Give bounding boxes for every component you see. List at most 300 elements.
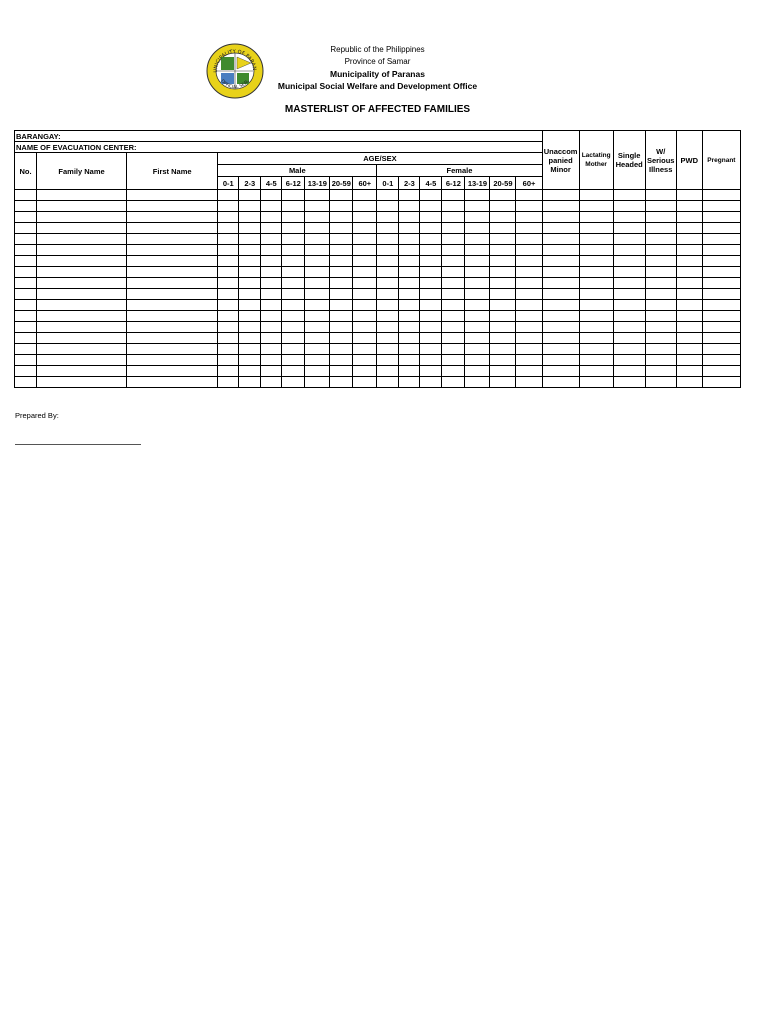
table-cell[interactable] — [490, 344, 516, 355]
table-cell[interactable] — [377, 278, 399, 289]
table-cell[interactable] — [353, 289, 377, 300]
table-cell[interactable] — [613, 289, 645, 300]
table-cell[interactable] — [490, 256, 516, 267]
table-cell[interactable] — [282, 377, 305, 388]
table-cell[interactable] — [353, 311, 377, 322]
table-cell[interactable] — [613, 344, 645, 355]
table-cell[interactable] — [420, 322, 442, 333]
table-cell[interactable] — [239, 223, 261, 234]
table-cell[interactable] — [516, 212, 542, 223]
table-cell[interactable] — [239, 245, 261, 256]
table-cell[interactable] — [377, 212, 399, 223]
table-cell[interactable] — [15, 201, 37, 212]
table-cell[interactable] — [676, 311, 702, 322]
table-cell[interactable] — [261, 311, 282, 322]
table-cell[interactable] — [399, 234, 420, 245]
table-cell[interactable] — [542, 245, 579, 256]
table-cell[interactable] — [442, 212, 465, 223]
table-cell[interactable] — [127, 366, 218, 377]
table-cell[interactable] — [442, 234, 465, 245]
table-cell[interactable] — [465, 190, 490, 201]
table-cell[interactable] — [305, 267, 330, 278]
table-cell[interactable] — [305, 256, 330, 267]
table-cell[interactable] — [516, 223, 542, 234]
table-cell[interactable] — [516, 190, 542, 201]
table-cell[interactable] — [579, 344, 613, 355]
table-cell[interactable] — [15, 245, 37, 256]
table-cell[interactable] — [353, 278, 377, 289]
table-cell[interactable] — [465, 256, 490, 267]
table-cell[interactable] — [702, 366, 740, 377]
table-cell[interactable] — [37, 377, 127, 388]
table-cell[interactable] — [542, 377, 579, 388]
table-cell[interactable] — [645, 366, 676, 377]
table-cell[interactable] — [15, 223, 37, 234]
table-cell[interactable] — [702, 212, 740, 223]
table-cell[interactable] — [353, 245, 377, 256]
table-cell[interactable] — [702, 256, 740, 267]
table-cell[interactable] — [613, 377, 645, 388]
table-cell[interactable] — [261, 234, 282, 245]
table-cell[interactable] — [702, 278, 740, 289]
table-cell[interactable] — [490, 355, 516, 366]
table-cell[interactable] — [702, 201, 740, 212]
table-cell[interactable] — [239, 333, 261, 344]
table-cell[interactable] — [218, 201, 239, 212]
table-cell[interactable] — [465, 267, 490, 278]
table-cell[interactable] — [465, 344, 490, 355]
table-cell[interactable] — [399, 212, 420, 223]
table-cell[interactable] — [282, 267, 305, 278]
table-cell[interactable] — [305, 212, 330, 223]
table-cell[interactable] — [613, 355, 645, 366]
table-cell[interactable] — [305, 366, 330, 377]
table-cell[interactable] — [645, 355, 676, 366]
table-cell[interactable] — [702, 300, 740, 311]
table-cell[interactable] — [645, 344, 676, 355]
table-cell[interactable] — [282, 355, 305, 366]
table-cell[interactable] — [239, 212, 261, 223]
table-cell[interactable] — [645, 300, 676, 311]
table-cell[interactable] — [676, 267, 702, 278]
table-cell[interactable] — [442, 311, 465, 322]
table-cell[interactable] — [218, 333, 239, 344]
table-cell[interactable] — [377, 256, 399, 267]
table-cell[interactable] — [127, 333, 218, 344]
table-cell[interactable] — [490, 300, 516, 311]
table-cell[interactable] — [399, 223, 420, 234]
table-cell[interactable] — [702, 333, 740, 344]
table-cell[interactable] — [261, 333, 282, 344]
table-cell[interactable] — [702, 245, 740, 256]
table-cell[interactable] — [305, 234, 330, 245]
table-cell[interactable] — [442, 322, 465, 333]
table-cell[interactable] — [420, 366, 442, 377]
table-cell[interactable] — [377, 311, 399, 322]
table-cell[interactable] — [330, 355, 353, 366]
table-cell[interactable] — [516, 377, 542, 388]
table-cell[interactable] — [282, 223, 305, 234]
table-cell[interactable] — [442, 355, 465, 366]
table-cell[interactable] — [15, 366, 37, 377]
table-cell[interactable] — [305, 223, 330, 234]
table-cell[interactable] — [516, 333, 542, 344]
table-cell[interactable] — [218, 311, 239, 322]
table-cell[interactable] — [645, 245, 676, 256]
table-cell[interactable] — [377, 190, 399, 201]
table-cell[interactable] — [420, 344, 442, 355]
table-cell[interactable] — [330, 278, 353, 289]
table-cell[interactable] — [516, 245, 542, 256]
table-cell[interactable] — [282, 245, 305, 256]
table-cell[interactable] — [613, 256, 645, 267]
table-cell[interactable] — [353, 300, 377, 311]
table-cell[interactable] — [516, 256, 542, 267]
table-cell[interactable] — [353, 190, 377, 201]
table-cell[interactable] — [282, 300, 305, 311]
table-cell[interactable] — [613, 234, 645, 245]
table-cell[interactable] — [239, 201, 261, 212]
table-cell[interactable] — [420, 267, 442, 278]
table-cell[interactable] — [490, 311, 516, 322]
table-cell[interactable] — [399, 333, 420, 344]
table-cell[interactable] — [516, 300, 542, 311]
table-cell[interactable] — [579, 245, 613, 256]
table-cell[interactable] — [239, 190, 261, 201]
table-cell[interactable] — [305, 245, 330, 256]
table-cell[interactable] — [37, 300, 127, 311]
table-cell[interactable] — [305, 333, 330, 344]
table-cell[interactable] — [490, 333, 516, 344]
table-cell[interactable] — [218, 256, 239, 267]
table-cell[interactable] — [15, 311, 37, 322]
table-cell[interactable] — [676, 278, 702, 289]
table-cell[interactable] — [330, 344, 353, 355]
table-cell[interactable] — [442, 201, 465, 212]
table-cell[interactable] — [261, 245, 282, 256]
table-cell[interactable] — [645, 289, 676, 300]
table-cell[interactable] — [542, 311, 579, 322]
table-cell[interactable] — [15, 212, 37, 223]
table-cell[interactable] — [282, 190, 305, 201]
table-cell[interactable] — [330, 234, 353, 245]
table-cell[interactable] — [465, 212, 490, 223]
table-cell[interactable] — [127, 377, 218, 388]
table-cell[interactable] — [420, 223, 442, 234]
table-cell[interactable] — [542, 366, 579, 377]
table-cell[interactable] — [613, 223, 645, 234]
table-cell[interactable] — [37, 311, 127, 322]
table-cell[interactable] — [676, 245, 702, 256]
table-cell[interactable] — [442, 333, 465, 344]
table-cell[interactable] — [645, 256, 676, 267]
table-cell[interactable] — [465, 366, 490, 377]
table-cell[interactable] — [420, 278, 442, 289]
table-cell[interactable] — [420, 212, 442, 223]
table-cell[interactable] — [305, 190, 330, 201]
table-cell[interactable] — [702, 322, 740, 333]
table-cell[interactable] — [239, 234, 261, 245]
table-cell[interactable] — [330, 223, 353, 234]
table-cell[interactable] — [702, 289, 740, 300]
table-cell[interactable] — [282, 234, 305, 245]
table-cell[interactable] — [282, 322, 305, 333]
table-cell[interactable] — [37, 190, 127, 201]
table-cell[interactable] — [353, 344, 377, 355]
table-cell[interactable] — [676, 289, 702, 300]
table-cell[interactable] — [579, 333, 613, 344]
table-cell[interactable] — [442, 190, 465, 201]
table-cell[interactable] — [420, 190, 442, 201]
table-cell[interactable] — [442, 256, 465, 267]
table-cell[interactable] — [490, 289, 516, 300]
table-cell[interactable] — [613, 201, 645, 212]
table-cell[interactable] — [239, 267, 261, 278]
table-cell[interactable] — [579, 311, 613, 322]
table-cell[interactable] — [399, 366, 420, 377]
table-cell[interactable] — [542, 289, 579, 300]
table-cell[interactable] — [127, 190, 218, 201]
table-cell[interactable] — [579, 267, 613, 278]
table-cell[interactable] — [37, 278, 127, 289]
table-cell[interactable] — [261, 212, 282, 223]
table-cell[interactable] — [377, 267, 399, 278]
table-cell[interactable] — [579, 212, 613, 223]
table-cell[interactable] — [420, 333, 442, 344]
table-cell[interactable] — [353, 366, 377, 377]
table-cell[interactable] — [579, 366, 613, 377]
table-cell[interactable] — [490, 322, 516, 333]
table-cell[interactable] — [399, 311, 420, 322]
table-cell[interactable] — [645, 223, 676, 234]
table-cell[interactable] — [218, 267, 239, 278]
table-cell[interactable] — [330, 256, 353, 267]
table-cell[interactable] — [377, 377, 399, 388]
table-cell[interactable] — [15, 333, 37, 344]
table-cell[interactable] — [442, 267, 465, 278]
table-cell[interactable] — [261, 190, 282, 201]
table-cell[interactable] — [442, 300, 465, 311]
table-cell[interactable] — [399, 278, 420, 289]
table-cell[interactable] — [399, 300, 420, 311]
table-cell[interactable] — [645, 278, 676, 289]
table-cell[interactable] — [127, 278, 218, 289]
table-cell[interactable] — [542, 267, 579, 278]
table-cell[interactable] — [399, 267, 420, 278]
table-cell[interactable] — [239, 355, 261, 366]
table-cell[interactable] — [37, 212, 127, 223]
table-cell[interactable] — [37, 223, 127, 234]
table-cell[interactable] — [261, 344, 282, 355]
table-cell[interactable] — [377, 201, 399, 212]
table-cell[interactable] — [218, 190, 239, 201]
table-cell[interactable] — [305, 377, 330, 388]
table-cell[interactable] — [676, 355, 702, 366]
table-cell[interactable] — [218, 344, 239, 355]
table-cell[interactable] — [420, 289, 442, 300]
table-cell[interactable] — [579, 190, 613, 201]
table-cell[interactable] — [516, 201, 542, 212]
table-cell[interactable] — [330, 377, 353, 388]
table-cell[interactable] — [218, 278, 239, 289]
table-cell[interactable] — [702, 267, 740, 278]
table-cell[interactable] — [542, 278, 579, 289]
table-cell[interactable] — [420, 311, 442, 322]
table-cell[interactable] — [676, 256, 702, 267]
table-cell[interactable] — [305, 322, 330, 333]
table-cell[interactable] — [127, 245, 218, 256]
table-cell[interactable] — [282, 256, 305, 267]
table-cell[interactable] — [676, 212, 702, 223]
table-cell[interactable] — [420, 377, 442, 388]
table-cell[interactable] — [613, 322, 645, 333]
table-cell[interactable] — [15, 355, 37, 366]
table-cell[interactable] — [261, 300, 282, 311]
table-cell[interactable] — [613, 245, 645, 256]
table-cell[interactable] — [490, 201, 516, 212]
table-cell[interactable] — [490, 234, 516, 245]
table-cell[interactable] — [490, 377, 516, 388]
table-cell[interactable] — [542, 201, 579, 212]
table-cell[interactable] — [127, 300, 218, 311]
table-cell[interactable] — [442, 223, 465, 234]
table-cell[interactable] — [377, 344, 399, 355]
table-cell[interactable] — [330, 267, 353, 278]
table-cell[interactable] — [353, 234, 377, 245]
table-cell[interactable] — [702, 234, 740, 245]
table-cell[interactable] — [305, 355, 330, 366]
table-cell[interactable] — [465, 300, 490, 311]
table-cell[interactable] — [645, 234, 676, 245]
table-cell[interactable] — [490, 245, 516, 256]
table-cell[interactable] — [377, 366, 399, 377]
table-cell[interactable] — [282, 311, 305, 322]
table-cell[interactable] — [305, 311, 330, 322]
table-cell[interactable] — [218, 212, 239, 223]
table-cell[interactable] — [239, 366, 261, 377]
table-cell[interactable] — [465, 201, 490, 212]
table-cell[interactable] — [579, 322, 613, 333]
table-cell[interactable] — [676, 333, 702, 344]
table-cell[interactable] — [330, 190, 353, 201]
table-cell[interactable] — [542, 333, 579, 344]
table-cell[interactable] — [399, 377, 420, 388]
table-cell[interactable] — [442, 366, 465, 377]
table-cell[interactable] — [490, 190, 516, 201]
table-cell[interactable] — [579, 278, 613, 289]
table-cell[interactable] — [330, 201, 353, 212]
table-cell[interactable] — [490, 366, 516, 377]
table-cell[interactable] — [399, 344, 420, 355]
table-cell[interactable] — [37, 366, 127, 377]
table-cell[interactable] — [442, 344, 465, 355]
table-cell[interactable] — [676, 300, 702, 311]
table-cell[interactable] — [676, 201, 702, 212]
table-cell[interactable] — [239, 300, 261, 311]
table-cell[interactable] — [579, 256, 613, 267]
table-cell[interactable] — [442, 289, 465, 300]
table-cell[interactable] — [465, 234, 490, 245]
table-cell[interactable] — [676, 366, 702, 377]
table-cell[interactable] — [261, 355, 282, 366]
table-cell[interactable] — [15, 190, 37, 201]
table-cell[interactable] — [420, 300, 442, 311]
table-cell[interactable] — [676, 223, 702, 234]
table-cell[interactable] — [127, 344, 218, 355]
table-cell[interactable] — [37, 289, 127, 300]
table-cell[interactable] — [282, 289, 305, 300]
table-cell[interactable] — [218, 355, 239, 366]
table-cell[interactable] — [282, 278, 305, 289]
table-cell[interactable] — [542, 223, 579, 234]
table-cell[interactable] — [353, 377, 377, 388]
table-cell[interactable] — [218, 377, 239, 388]
table-cell[interactable] — [442, 245, 465, 256]
table-cell[interactable] — [579, 355, 613, 366]
table-cell[interactable] — [490, 267, 516, 278]
table-cell[interactable] — [645, 201, 676, 212]
table-cell[interactable] — [127, 322, 218, 333]
table-cell[interactable] — [516, 344, 542, 355]
table-cell[interactable] — [399, 201, 420, 212]
table-cell[interactable] — [330, 212, 353, 223]
table-cell[interactable] — [442, 377, 465, 388]
table-cell[interactable] — [218, 322, 239, 333]
table-cell[interactable] — [645, 333, 676, 344]
table-cell[interactable] — [399, 190, 420, 201]
table-cell[interactable] — [218, 245, 239, 256]
table-cell[interactable] — [613, 300, 645, 311]
table-cell[interactable] — [353, 212, 377, 223]
table-cell[interactable] — [645, 267, 676, 278]
table-cell[interactable] — [239, 311, 261, 322]
table-cell[interactable] — [353, 333, 377, 344]
table-cell[interactable] — [516, 289, 542, 300]
table-cell[interactable] — [37, 201, 127, 212]
table-cell[interactable] — [305, 300, 330, 311]
table-cell[interactable] — [465, 289, 490, 300]
table-cell[interactable] — [127, 201, 218, 212]
table-cell[interactable] — [613, 278, 645, 289]
table-cell[interactable] — [15, 256, 37, 267]
table-cell[interactable] — [420, 245, 442, 256]
table-cell[interactable] — [702, 223, 740, 234]
table-cell[interactable] — [15, 377, 37, 388]
table-cell[interactable] — [465, 355, 490, 366]
table-cell[interactable] — [377, 355, 399, 366]
table-cell[interactable] — [465, 333, 490, 344]
table-cell[interactable] — [542, 212, 579, 223]
table-cell[interactable] — [516, 234, 542, 245]
table-cell[interactable] — [15, 344, 37, 355]
table-cell[interactable] — [702, 344, 740, 355]
table-cell[interactable] — [127, 212, 218, 223]
table-cell[interactable] — [490, 278, 516, 289]
table-cell[interactable] — [353, 223, 377, 234]
table-cell[interactable] — [127, 311, 218, 322]
table-cell[interactable] — [579, 201, 613, 212]
table-cell[interactable] — [516, 267, 542, 278]
table-cell[interactable] — [127, 267, 218, 278]
table-cell[interactable] — [613, 333, 645, 344]
table-cell[interactable] — [399, 355, 420, 366]
table-cell[interactable] — [516, 322, 542, 333]
table-cell[interactable] — [516, 311, 542, 322]
table-cell[interactable] — [330, 322, 353, 333]
table-cell[interactable] — [542, 190, 579, 201]
table-cell[interactable] — [127, 223, 218, 234]
table-cell[interactable] — [420, 201, 442, 212]
